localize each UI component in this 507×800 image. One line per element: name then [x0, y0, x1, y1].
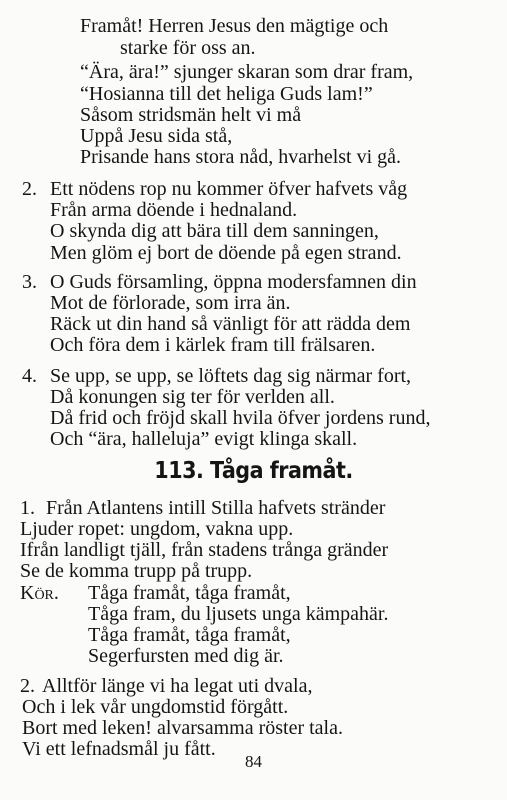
page-number: 84	[245, 752, 262, 771]
verse-line: Då frid och fröjd skall hvila öfver jordens rund,	[50, 407, 431, 429]
verse-line: Vi ett lefnadsmål ju fått.	[22, 738, 216, 760]
verse-line: Ifrån landligt tjäll, från stadens trånga gränder	[20, 539, 389, 561]
verse-line: Framåt! Herren Jesus den mägtige och	[80, 15, 389, 37]
verse-line: Och “ära, halleluja” evigt klinga skall.	[50, 428, 358, 450]
verse-line: Då konungen sig ter för verlden all.	[50, 386, 335, 408]
verse-number: 1.	[20, 497, 35, 519]
chorus-line: Tåga fram, du ljusets unga kämpahär.	[88, 603, 389, 625]
verse-line: Mot de förlorade, som irra än.	[50, 292, 291, 314]
chorus-line: Tåga framåt, tåga framåt,	[88, 624, 291, 646]
chorus-label: Kör.	[20, 582, 59, 604]
verse-line: “Ära, ära!” sjunger skaran som drar fram,	[80, 61, 414, 83]
verse-line: Från Atlantens intill Stilla hafvets stränder	[46, 497, 386, 519]
verse-line: O Guds församling, öppna modersfamnen din	[50, 271, 417, 293]
verse-line: Uppå Jesu sida stå,	[80, 125, 233, 147]
verse-line: “Hosianna till det heliga Guds lam!”	[80, 83, 373, 105]
hymn-title: 113. Tåga framåt.	[154, 458, 353, 484]
verse-line: Och i lek vår ungdomstid förgått.	[22, 696, 289, 718]
verse-number: 2.	[20, 675, 35, 697]
verse-line: Alltför länge vi ha legat uti dvala,	[42, 675, 313, 697]
verse-line: Prisande hans stora nåd, hvarhelst vi gå.	[80, 146, 402, 168]
verse-line: Bort med leken! alvarsamma röster tala.	[22, 717, 343, 739]
verse-number: 3.	[22, 271, 37, 293]
chorus-line: Tåga framåt, tåga framåt,	[88, 582, 291, 604]
verse-line: Såsom stridsmän helt vi må	[80, 104, 302, 126]
verse-line: Ljuder ropet: ungdom, vakna upp.	[20, 518, 294, 540]
verse-line: Se de komma trupp på trupp.	[20, 560, 253, 582]
verse-line: Men glöm ej bort de döende på egen strand.	[50, 242, 402, 264]
verse-line: Från arma döende i hednaland.	[50, 199, 298, 221]
verse-number: 2.	[22, 178, 37, 200]
verse-line: Se upp, se upp, se löftets dag sig närmar fort,	[50, 365, 412, 387]
chorus-line: Segerfursten med dig är.	[88, 645, 284, 667]
verse-line: O skynda dig att bära till dem sanningen,	[50, 220, 379, 242]
verse-line: Och föra dem i kärlek fram till frälsaren.	[50, 334, 376, 356]
verse-number: 4.	[22, 365, 37, 387]
verse-line: starke för oss an.	[120, 37, 256, 59]
verse-line: Räck ut din hand så vänligt för att rädda dem	[50, 313, 411, 335]
verse-line: Ett nödens rop nu kommer öfver hafvets våg	[50, 178, 408, 200]
